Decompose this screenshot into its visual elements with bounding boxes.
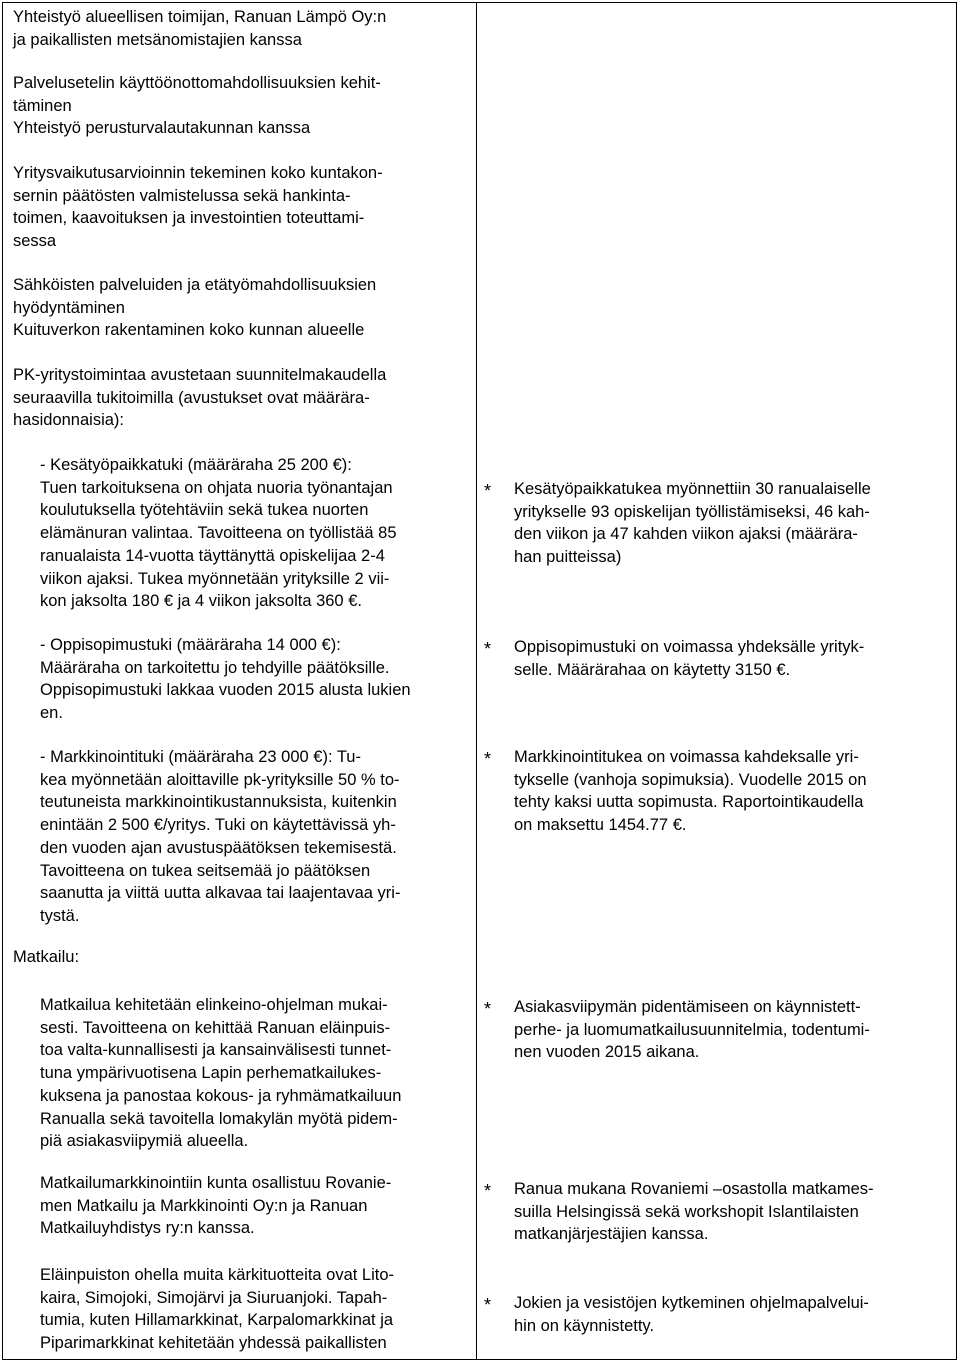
river-linking-result-text: Jokien ja vesistöjen kytkeminen ohjelmapalvelui- hin on käynnistetty. bbox=[514, 1294, 869, 1335]
apprenticeship-support-text: - Oppisopimustuki (määräraha 14 000 €): Määräraha on tarkoitettu jo tehdyille päätöksille. Oppisopimustuki lakkaa vuoden 2015 alusta lukien en. bbox=[40, 636, 411, 723]
summer-job-support-text: - Kesätyöpaikkatuki (määräraha 25 200 €): Tuen tarkoituksena on ohjata nuoria työnantajan koulutuksella työtehtäviin sekä tukea nuorten elämänuran valintaa. Tavoitteena on työllistää 85 ranualaista 14-vuotta täyttänyttä opiskelijaa 2-4 viikon ajaksi. Tukea myönnetään yrityksille 2 vii- kon jaksolta 180 € ja 4 viikon jaksolta 360 €. bbox=[40, 456, 397, 611]
sme-support-intro: PK-yritystoimintaa avustetaan suunnitelmakaudella seuraavilla tukitoimilla (avustukset ovat määrära- hasidonnaisia): bbox=[13, 366, 387, 430]
travel-fair-result-text: Ranua mukana Rovaniemi –osastolla matkames- suilla Helsingissä sekä workshopit Islantilaisten matkanjärjestäjien kanssa. bbox=[514, 1180, 874, 1244]
bullet-asterisk: * bbox=[484, 639, 492, 659]
stay-extension-result-text: Asiakasviipymän pidentämiseen on käynnistett- perhe- ja luomumatkailusuunnitelmia, todentumi- nen vuoden 2015 aikana. bbox=[514, 998, 870, 1062]
tourism-heading: Matkailu: bbox=[13, 948, 80, 966]
marketing-support-text: - Markkinointituki (määräraha 23 000 €): Tu- kea myönnetään aloittaville pk-yrityksille 50 % to- teutuneista markkinointikustannuksista, kuitenkin enintään 2 500 €/yritys. Tuki on käytettävissä yh- den vuoden ajan avustuspäätöksen tekemisestä. Tavoitteena on tukea seitsemää jo päätöksen saanutta ja viittä uutta alkavaa tai laajentavaa yri- tystä. bbox=[40, 748, 401, 925]
bullet-asterisk: * bbox=[484, 999, 492, 1019]
bullet-asterisk: * bbox=[484, 481, 492, 501]
bullet-asterisk: * bbox=[484, 1181, 492, 1201]
voucher-text: Palvelusetelin käyttöönottomahdollisuuksien kehit- täminen Yhteistyö perusturvalautakunnan kanssa bbox=[13, 74, 381, 138]
tourism-development-text: Matkailua kehitetään elinkeino-ohjelman mukai- sesti. Tavoitteena on kehittää Ranuan eläinpuis- toa valta-kunnallisesti ja kansainvälisesti tunnet- tuna ympärivuotisena Lapin perhematkailukes- kuksena ja panostaa kokous- ja ryhmämatkailuun Ranualla sekä tavoitella lomakylän myötä pidem- piä asiakasviipymiä alueella. bbox=[40, 996, 402, 1151]
electronic-services-text: Sähköisten palveluiden ja etätyömahdollisuuksien hyödyntäminen Kuituverkon rakentaminen koko kunnan alueelle bbox=[13, 276, 377, 340]
marketing-result-text: Markkinointitukea on voimassa kahdeksalle yri- tykselle (vanhoja sopimuksia). Vuodelle 2015 on tehty kaksi uutta sopimusta. Raportointikaudella on maksettu 1454.77 €. bbox=[514, 748, 867, 835]
tourism-products-text: Eläinpuiston ohella muita kärkituotteita ovat Lito- kaira, Simojoki, Simojärvi ja Siuruanjoki. Tapah- tumia, kuten Hillamarkkinat, Karpalomarkkinat ja Piparimarkkinat kehitetään yhdessä paikallisten bbox=[40, 1266, 395, 1353]
column-divider bbox=[476, 2, 477, 1360]
bullet-asterisk: * bbox=[484, 1295, 492, 1315]
collaboration-lampo-text: Yhteistyö alueellisen toimijan, Ranuan Lämpö Oy:n ja paikallisten metsänomistajien kanssa bbox=[13, 8, 387, 49]
summer-job-result-text: Kesätyöpaikkatukea myönnettiin 30 ranualaiselle yritykselle 93 opiskelijan työllistämiseksi, 46 kah- den viikon ja 47 kahden viikon ajaksi (määrära- han puitteissa) bbox=[514, 480, 871, 567]
impact-assessment-text: Yritysvaikutusarvioinnin tekeminen koko kuntakon- sernin päätösten valmistelussa sekä hankinta- toimen, kaavoituksen ja investointien toteuttami- sessa bbox=[13, 164, 383, 251]
bullet-asterisk: * bbox=[484, 749, 492, 769]
apprenticeship-result-text: Oppisopimustuki on voimassa yhdeksälle yrityk- selle. Määrärahaa on käytetty 3150 €. bbox=[514, 638, 865, 679]
tourism-marketing-text: Matkailumarkkinointiin kunta osallistuu Rovanie- men Matkailu ja Markkinointi Oy:n ja Ranuan Matkailuyhdistys ry:n kanssa. bbox=[40, 1174, 392, 1238]
